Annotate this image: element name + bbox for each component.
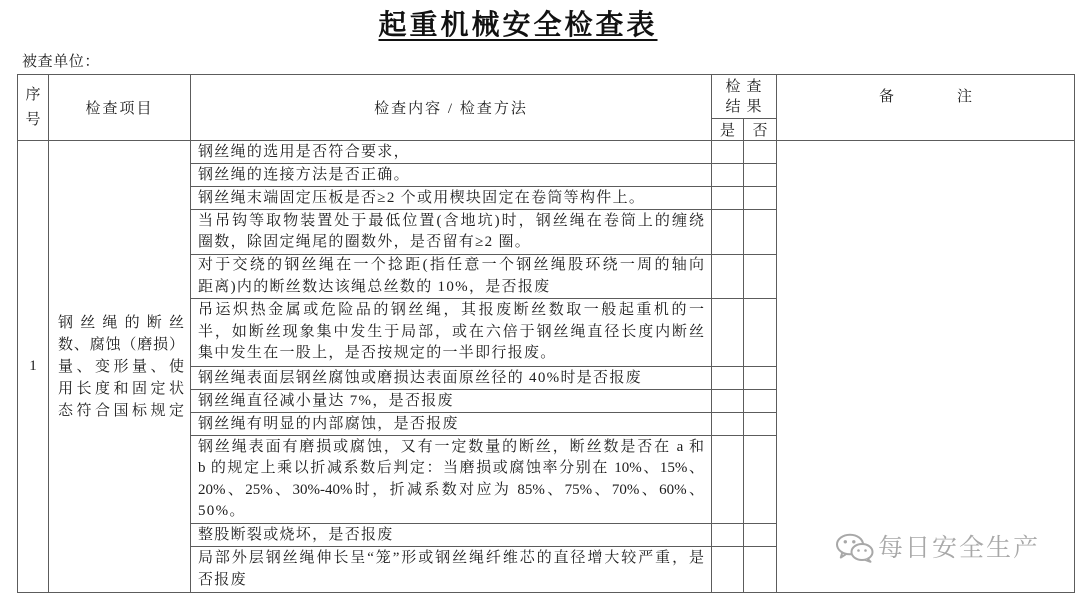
check-content-cell xyxy=(191,299,712,367)
check-content-cell xyxy=(191,141,712,164)
check-content-line: 圈数，除固定绳尾的圈数外，是否留有≥2 圈。 xyxy=(198,234,532,250)
result-yes-cell xyxy=(712,187,744,210)
check-content-line: 整股断裂或烧坏，是否报废 xyxy=(198,527,394,543)
result-yes-cell xyxy=(712,390,744,413)
inspection-table xyxy=(17,74,1075,593)
table-row xyxy=(18,141,1075,164)
check-content-line: 当吊钩等取物装置处于最低位置(含地坑)时，钢丝绳在卷筒上的缠绕 xyxy=(198,212,704,229)
check-content-line: 钢丝绳的连接方法是否正确。 xyxy=(198,167,410,183)
result-yes-cell xyxy=(712,299,744,367)
check-content-line: 20%、25%、30%-40%时，折减系数对应为 85%、75%、70%、60%、 xyxy=(198,481,704,498)
header-index-label: 序号 xyxy=(25,86,41,128)
result-yes-cell xyxy=(712,210,744,255)
result-no-cell xyxy=(744,547,777,593)
check-content-line: 钢丝绳的选用是否符合要求， xyxy=(198,144,410,160)
inspection-item-line: 钢丝绳的断丝 xyxy=(58,314,184,331)
result-yes-cell xyxy=(712,436,744,524)
result-no-cell xyxy=(744,210,777,255)
header-item-label: 检查项目 xyxy=(85,101,154,117)
result-no-cell xyxy=(744,187,777,210)
group-index: 1 xyxy=(29,358,37,374)
check-content-line: b 的规定上乘以折减系数后判定：当磨损或腐蚀率分别在 10%、15%、 xyxy=(198,460,704,476)
group-index-cell xyxy=(18,141,49,593)
check-content-line: 吊运炽热金属或危险品的钢丝绳，其报废断丝数取一般起重机的一 xyxy=(198,302,704,319)
check-content-cell xyxy=(191,413,712,436)
check-content-cell xyxy=(191,436,712,524)
inspection-item-line: 态符合国标规定 xyxy=(58,402,184,419)
check-content-line: 钢丝绳末端固定压板是否≥2 个或用楔块固定在卷筒等构件上。 xyxy=(198,190,646,206)
result-yes-cell xyxy=(712,255,744,299)
check-content-line: 集中发生在一股上，是否按规定的一半即行报废。 xyxy=(198,345,557,362)
header-result-label: 检查结果 xyxy=(725,78,768,115)
check-content-cell xyxy=(191,210,712,255)
check-content-line: 钢丝绳表面有磨损或腐蚀，又有一定数量的断丝，断丝数是否在 a 和 xyxy=(198,438,704,455)
result-no-cell xyxy=(744,413,777,436)
check-content-line: 半，如断丝现象集中发生于局部，或在六倍于钢丝绳直径长度内断丝 xyxy=(198,323,704,340)
result-no-cell xyxy=(744,390,777,413)
check-content-line: 距离)内的断丝数达该绳总丝数的 10%，是否报废 xyxy=(198,278,551,295)
header-remarks-label: 备注 xyxy=(878,89,1035,105)
check-content-cell xyxy=(191,164,712,187)
header-index-cell xyxy=(18,75,49,141)
header-no-label: 否 xyxy=(752,123,768,139)
check-content-line: 钢丝绳有明显的内部腐蚀，是否报废 xyxy=(198,416,459,432)
check-content-line: 对于交绕的钢丝绳在一个捻距(指任意一个钢丝绳股环绕一周的轴向 xyxy=(198,257,704,273)
result-yes-cell xyxy=(712,547,744,593)
check-content-line: 钢丝绳表面层钢丝腐蚀或磨损达表面原丝径的 40%时是否报废 xyxy=(198,370,642,386)
result-yes-cell xyxy=(712,524,744,547)
inspection-item-line: 数、腐蚀（磨损） xyxy=(58,336,184,353)
check-content-cell xyxy=(191,524,712,547)
result-yes-cell xyxy=(712,141,744,164)
result-yes-cell xyxy=(712,413,744,436)
inspection-item-cell xyxy=(49,141,191,593)
result-no-cell xyxy=(744,255,777,299)
result-no-cell xyxy=(744,141,777,164)
result-no-cell xyxy=(744,436,777,524)
result-no-cell xyxy=(744,164,777,187)
check-content-cell xyxy=(191,547,712,593)
watermark-text: 每日安全生产 xyxy=(878,533,1041,562)
result-no-cell xyxy=(744,299,777,367)
result-no-cell xyxy=(744,524,777,547)
result-no-cell xyxy=(744,367,777,390)
check-content-line: 钢丝绳直径减小量达 7%，是否报废 xyxy=(198,393,454,409)
header-content-cell xyxy=(191,75,712,141)
header-remarks-cell xyxy=(777,75,1075,141)
header-no-cell xyxy=(744,119,777,141)
header-yes-cell xyxy=(712,119,744,141)
check-content-cell xyxy=(191,390,712,413)
check-content-line: 50%。 xyxy=(198,503,246,519)
check-content-line: 局部外层钢丝绳伸长呈“笼”形或钢丝绳纤维芯的直径增大较严重，是 xyxy=(198,550,704,566)
check-content-cell xyxy=(191,255,712,299)
wechat-icon xyxy=(835,533,875,563)
check-content-line: 否报废 xyxy=(198,571,247,588)
header-result-cell xyxy=(712,75,777,119)
check-content-cell xyxy=(191,367,712,390)
header-yes-label: 是 xyxy=(719,123,735,139)
header-content-label: 检查内容 / 检查方法 xyxy=(374,101,528,117)
table-body xyxy=(18,141,1075,593)
header-item-cell xyxy=(49,75,191,141)
inspection-item-line: 用长度和固定状 xyxy=(58,380,184,397)
result-yes-cell xyxy=(712,164,744,187)
document-title: 起重机械安全检查表 xyxy=(378,10,658,41)
inspected-unit-label: 被查单位： xyxy=(22,54,101,70)
check-content-cell xyxy=(191,187,712,210)
inspection-item-line: 量、变形量、使 xyxy=(58,358,184,375)
result-yes-cell xyxy=(712,367,744,390)
table-header xyxy=(18,75,1075,141)
header-row xyxy=(18,75,1075,119)
remarks-cell xyxy=(777,141,1075,593)
